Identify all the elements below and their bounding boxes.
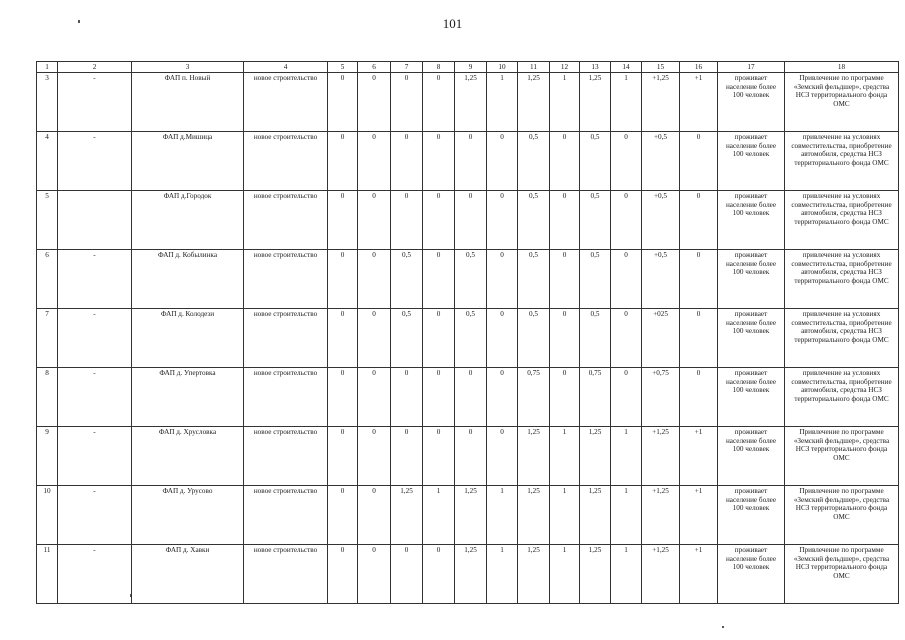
subrow-mark: -: [58, 486, 132, 545]
change-col16: +1: [680, 427, 718, 486]
value-col5: 0: [328, 427, 358, 486]
value-col6: 0: [358, 191, 391, 250]
value-col13: 1,25: [580, 486, 611, 545]
value-col7: 0: [391, 73, 423, 132]
table-row: [37, 545, 899, 604]
funding-note: Привлечение по программе «Земский фельдшер», средства НСЗ территориального фонда ОМС: [785, 73, 899, 132]
value-col9: 0,5: [455, 250, 487, 309]
change-col16: +1: [680, 545, 718, 604]
row-number: 9: [37, 427, 58, 486]
population-note: проживает население более 100 человек: [718, 427, 785, 486]
work-type: новое строительство: [244, 132, 328, 191]
population-note: проживает население более 100 человек: [718, 73, 785, 132]
funding-note: Привлечение по программе «Земский фельдшер», средства НСЗ территориального фонда ОМС: [785, 486, 899, 545]
column-header: 7: [391, 62, 423, 73]
value-col9: 0: [455, 132, 487, 191]
subrow-mark: -: [58, 427, 132, 486]
value-col13: 0,75: [580, 368, 611, 427]
value-col6: 0: [358, 545, 391, 604]
population-note: проживает население более 100 человек: [718, 132, 785, 191]
value-col8: 0: [423, 368, 455, 427]
subrow-mark: -: [58, 368, 132, 427]
value-col9: 0: [455, 191, 487, 250]
funding-note: привлечение на условиях совместительства, приобретение автомобиля, средства НСЗ территориального фонда ОМС: [785, 368, 899, 427]
column-header: 14: [611, 62, 642, 73]
population-note: проживает население более 100 человек: [718, 191, 785, 250]
value-col11: 1,25: [518, 427, 550, 486]
change-col15: +0,75: [642, 368, 680, 427]
value-col5: 0: [328, 309, 358, 368]
value-col6: 0: [358, 309, 391, 368]
value-col5: 0: [328, 368, 358, 427]
facility-name: ФАП д. Урусово: [132, 486, 244, 545]
column-header: 17: [718, 62, 785, 73]
facility-name: ФАП д.Мишица: [132, 132, 244, 191]
scan-speck: [78, 20, 80, 23]
facility-name: ФАП п. Новый: [132, 73, 244, 132]
value-col9: 0: [455, 427, 487, 486]
work-type: новое строительство: [244, 191, 328, 250]
value-col6: 0: [358, 73, 391, 132]
value-col8: 1: [423, 486, 455, 545]
work-type: новое строительство: [244, 73, 328, 132]
column-header: 4: [244, 62, 328, 73]
value-col13: 1,25: [580, 545, 611, 604]
value-col10: 0: [487, 309, 518, 368]
change-col16: 0: [680, 191, 718, 250]
value-col5: 0: [328, 250, 358, 309]
value-col12: 0: [550, 191, 580, 250]
value-col7: 0,5: [391, 250, 423, 309]
value-col11: 1,25: [518, 486, 550, 545]
funding-note: привлечение на условиях совместительства, приобретение автомобиля, средства НСЗ территориального фонда ОМС: [785, 132, 899, 191]
column-header: 15: [642, 62, 680, 73]
value-col13: 0,5: [580, 191, 611, 250]
facility-name: ФАП д. Колодези: [132, 309, 244, 368]
row-number: 4: [37, 132, 58, 191]
funding-note: привлечение на условиях совместительства, приобретение автомобиля, средства НСЗ территориального фонда ОМС: [785, 250, 899, 309]
value-col10: 0: [487, 427, 518, 486]
value-col8: 0: [423, 250, 455, 309]
value-col12: 0: [550, 309, 580, 368]
value-col5: 0: [328, 191, 358, 250]
column-header: 3: [132, 62, 244, 73]
value-col8: 0: [423, 191, 455, 250]
page-number: 101: [442, 16, 463, 31]
value-col7: 1,25: [391, 486, 423, 545]
value-col14: 0: [611, 309, 642, 368]
population-note: проживает население более 100 человек: [718, 368, 785, 427]
value-col7: 0: [391, 427, 423, 486]
subrow-mark: [58, 191, 132, 250]
work-type: новое строительство: [244, 545, 328, 604]
column-header: 18: [785, 62, 899, 73]
value-col8: 0: [423, 427, 455, 486]
change-col16: +1: [680, 486, 718, 545]
column-header: 11: [518, 62, 550, 73]
change-col15: +0,5: [642, 191, 680, 250]
facility-name: ФАП д. Упертовка: [132, 368, 244, 427]
value-col8: 0: [423, 132, 455, 191]
value-col7: 0: [391, 132, 423, 191]
subrow-mark: -: [58, 545, 132, 604]
value-col12: 0: [550, 132, 580, 191]
column-header: 9: [455, 62, 487, 73]
change-col16: +1: [680, 73, 718, 132]
value-col6: 0: [358, 132, 391, 191]
subrow-mark: -: [58, 250, 132, 309]
value-col14: 1: [611, 427, 642, 486]
value-col7: 0: [391, 545, 423, 604]
row-number: 11: [37, 545, 58, 604]
value-col11: 1,25: [518, 73, 550, 132]
value-col9: 1,25: [455, 486, 487, 545]
change-col15: +1,25: [642, 427, 680, 486]
row-number: 10: [37, 486, 58, 545]
change-col15: +1,25: [642, 545, 680, 604]
header-row: [37, 62, 899, 73]
row-number: 7: [37, 309, 58, 368]
population-note: проживает население более 100 человек: [718, 309, 785, 368]
value-col12: 0: [550, 250, 580, 309]
table-row: [37, 427, 899, 486]
population-note: проживает население более 100 человек: [718, 545, 785, 604]
table-row: [37, 309, 899, 368]
table-body: [37, 73, 899, 604]
table-row: [37, 486, 899, 545]
change-col15: +1,25: [642, 73, 680, 132]
funding-note: Привлечение по программе «Земский фельдшер», средства НСЗ территориального фонда ОМС: [785, 545, 899, 604]
population-note: проживает население более 100 человек: [718, 250, 785, 309]
value-col5: 0: [328, 132, 358, 191]
value-col5: 0: [328, 545, 358, 604]
subrow-mark: -: [58, 73, 132, 132]
value-col9: 0: [455, 368, 487, 427]
value-col11: 0,5: [518, 250, 550, 309]
table-row: [37, 132, 899, 191]
value-col11: 1,25: [518, 545, 550, 604]
value-col14: 1: [611, 73, 642, 132]
value-col12: 1: [550, 73, 580, 132]
value-col11: 0,5: [518, 132, 550, 191]
table-row: [37, 250, 899, 309]
value-col13: 0,5: [580, 309, 611, 368]
facility-name: ФАП д. Кобылинка: [132, 250, 244, 309]
row-number: 3: [37, 73, 58, 132]
value-col11: 0,75: [518, 368, 550, 427]
value-col9: 0,5: [455, 309, 487, 368]
change-col15: +0,5: [642, 132, 680, 191]
value-col10: 0: [487, 132, 518, 191]
value-col10: 0: [487, 191, 518, 250]
change-col16: 0: [680, 132, 718, 191]
value-col14: 0: [611, 191, 642, 250]
column-header: 2: [58, 62, 132, 73]
column-header: 1: [37, 62, 58, 73]
value-col11: 0,5: [518, 191, 550, 250]
value-col8: 0: [423, 73, 455, 132]
value-col12: 1: [550, 545, 580, 604]
facility-name: ФАП д. Хавки: [132, 545, 244, 604]
column-header: 16: [680, 62, 718, 73]
value-col13: 0,5: [580, 250, 611, 309]
value-col13: 1,25: [580, 427, 611, 486]
change-col15: +1,25: [642, 486, 680, 545]
facility-name: ФАП д.Городок: [132, 191, 244, 250]
value-col6: 0: [358, 427, 391, 486]
work-type: новое строительство: [244, 250, 328, 309]
funding-note: Привлечение по программе «Земский фельдшер», средства НСЗ территориального фонда ОМС: [785, 427, 899, 486]
subrow-mark: -: [58, 309, 132, 368]
value-col6: 0: [358, 368, 391, 427]
value-col11: 0,5: [518, 309, 550, 368]
funding-note: привлечение на условиях совместительства, приобретение автомобиля, средства НСЗ территориального фонда ОМС: [785, 309, 899, 368]
value-col12: 1: [550, 486, 580, 545]
scan-speck: [722, 626, 724, 628]
change-col15: +025: [642, 309, 680, 368]
value-col10: 0: [487, 368, 518, 427]
value-col14: 0: [611, 132, 642, 191]
value-col5: 0: [328, 486, 358, 545]
value-col10: 1: [487, 545, 518, 604]
column-header: 10: [487, 62, 518, 73]
value-col5: 0: [328, 73, 358, 132]
value-col14: 1: [611, 545, 642, 604]
row-number: 6: [37, 250, 58, 309]
value-col7: 0: [391, 368, 423, 427]
value-col10: 1: [487, 486, 518, 545]
column-header: 6: [358, 62, 391, 73]
work-type: новое строительство: [244, 486, 328, 545]
change-col16: 0: [680, 309, 718, 368]
population-note: проживает население более 100 человек: [718, 486, 785, 545]
table-row: [37, 191, 899, 250]
value-col14: 0: [611, 250, 642, 309]
change-col15: +0,5: [642, 250, 680, 309]
table-row: [37, 368, 899, 427]
work-type: новое строительство: [244, 368, 328, 427]
value-col13: 0,5: [580, 132, 611, 191]
value-col12: 0: [550, 368, 580, 427]
work-type: новое строительство: [244, 427, 328, 486]
row-number: 8: [37, 368, 58, 427]
value-col10: 0: [487, 250, 518, 309]
facility-name: ФАП д. Хрусловка: [132, 427, 244, 486]
row-number: 5: [37, 191, 58, 250]
value-col6: 0: [358, 486, 391, 545]
value-col7: 0,5: [391, 309, 423, 368]
column-header: 12: [550, 62, 580, 73]
value-col9: 1,25: [455, 545, 487, 604]
value-col8: 0: [423, 309, 455, 368]
change-col16: 0: [680, 368, 718, 427]
document-table: [36, 61, 899, 604]
value-col14: 0: [611, 368, 642, 427]
value-col12: 1: [550, 427, 580, 486]
value-col14: 1: [611, 486, 642, 545]
table-row: [37, 73, 899, 132]
column-header: 8: [423, 62, 455, 73]
value-col8: 0: [423, 545, 455, 604]
value-col6: 0: [358, 250, 391, 309]
column-header: 13: [580, 62, 611, 73]
work-type: новое строительство: [244, 309, 328, 368]
value-col10: 1: [487, 73, 518, 132]
column-header: 5: [328, 62, 358, 73]
value-col13: 1,25: [580, 73, 611, 132]
value-col9: 1,25: [455, 73, 487, 132]
funding-note: привлечение на условиях совместительства, приобретение автомобиля, средства НСЗ территориального фонда ОМС: [785, 191, 899, 250]
value-col7: 0: [391, 191, 423, 250]
change-col16: 0: [680, 250, 718, 309]
subrow-mark: -: [58, 132, 132, 191]
